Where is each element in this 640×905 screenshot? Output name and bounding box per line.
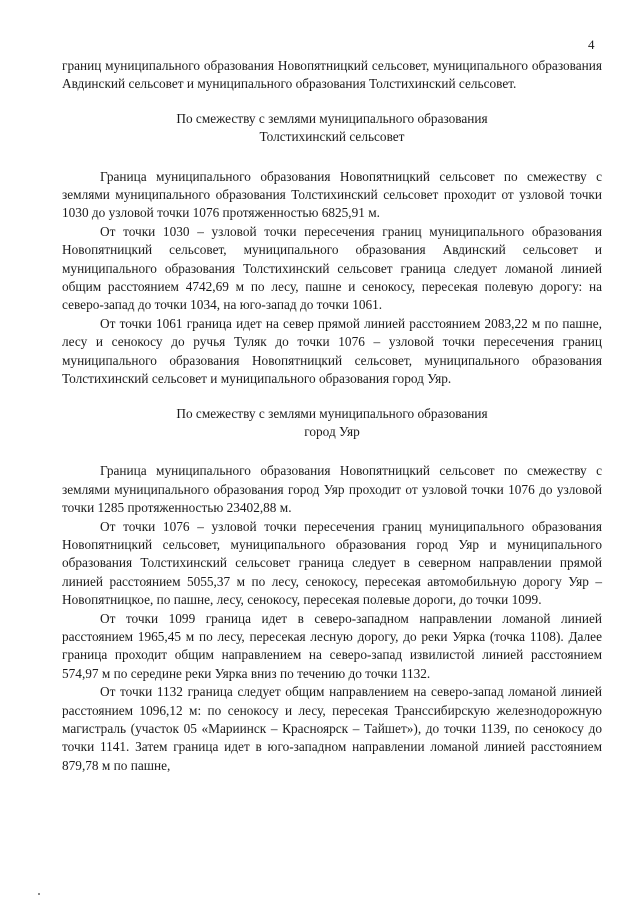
document-body bbox=[62, 57, 602, 775]
page-number: 4 bbox=[588, 37, 595, 52]
paragraph-boundary-tolstikhinsky: Граница муниципального образования Новопятницкий сельсовет по смежеству с землями муниципального образования Толстихинский сельсовет проходит от узловой точки 1030 до узловой точки 1076 протяженностью 6825,91 м. bbox=[62, 168, 602, 221]
paragraph-point-1099: От точки 1099 граница идет в северо-западном направлении ломаной линией расстоянием 1965,45 м по лесу, пересекая лесную дорогу, до реки Уярка (точка 1108). Далее граница проходит общим направлением на северо-запад извилистой линией расстоянием 574,97 м по середине реки Уярка вниз по течению до точки 1132. bbox=[62, 610, 602, 681]
section-heading-tolstikhinsky-line2: Толстихинский сельсовет bbox=[259, 129, 405, 145]
paragraph-point-1061: От точки 1061 граница идет на север прямой линией расстоянием 2083,22 м по пашне, лесу и сенокосу до ручья Туляк до точки 1076 – узловой точки пересечения границ муниципального образования Новопятницкий сельсовет, муниципального образования Толстихинский сельсовет и муниципального образования город Уяр. bbox=[62, 315, 602, 387]
paragraph-continuation: границ муниципального образования Новопятницкий сельсовет, муниципального образования Авдинский сельсовет и муниципального образования Толстихинский сельсовет. bbox=[62, 58, 602, 92]
paragraph-point-1076: От точки 1076 – узловой точки пересечения границ муниципального образования Новопятницкий сельсовет, муниципального образования город Уяр и муниципального образования Толстихинский сельсовет граница следует в северном направлении прямой линией расстоянием 5055,37 м по лесу, сенокосу, пересекая автомобильную дорогу Уяр – Новопятницкое, по пашне, лесу, сенокосу, пересекая полевые дороги, до точки 1099. bbox=[62, 518, 602, 608]
paragraph-boundary-uyar: Граница муниципального образования Новопятницкий сельсовет по смежеству с землями муниципального образования город Уяр проходит от узловой точки 1076 до узловой точки 1285 протяженностью 23402,88 м. bbox=[62, 463, 602, 516]
scan-artifact bbox=[38, 893, 40, 895]
section-heading-uyar-line2: город Уяр bbox=[304, 423, 360, 439]
paragraph-point-1030: От точки 1030 – узловой точки пересечения границ муниципального образования Новопятницкий сельсовет, муниципального образования Авдинский сельсовет и муниципального образования Толстихинский сельсовет граница следует ломаной линией общим расстоянием 4742,69 м по лесу, пашне и сенокосу, пересекая полевую дорогу: на северо-запад до точки 1034, на юго-запад до точки 1061. bbox=[62, 223, 602, 313]
section-heading-uyar-line1: По смежеству с землями муниципального образования bbox=[176, 405, 488, 421]
paragraph-point-1132: От точки 1132 граница следует общим направлением на северо-запад ломаной линией расстоянием 1096,12 м: по сенокосу и лесу, пересекая Транссибирскую железнодорожную магистраль (участок 05 «Мариинск – Красноярск – Тайшет»), до точки 1139, по сенокосу до точки 1141. Затем граница идет в юго-западном направлении ломаной линией расстоянием 879,78 м по пашне, bbox=[62, 684, 602, 773]
section-heading-tolstikhinsky-line1: По смежеству с землями муниципального образования bbox=[176, 110, 488, 126]
